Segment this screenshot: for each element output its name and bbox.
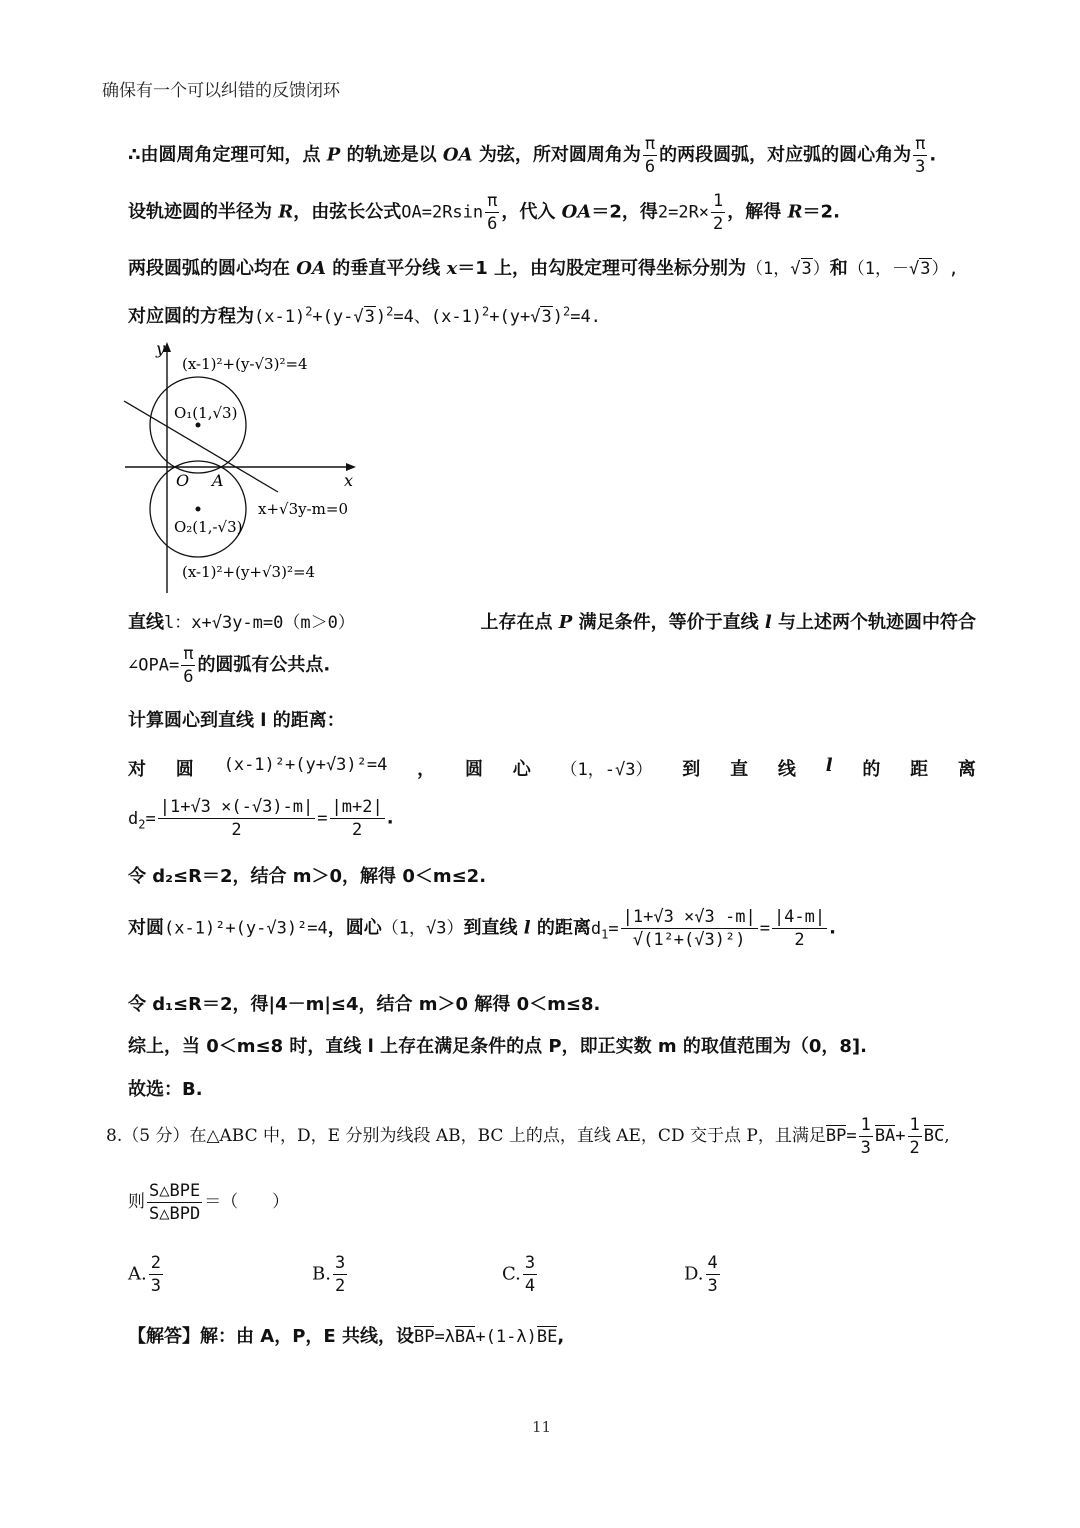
vector-bc: BC	[923, 1126, 945, 1146]
fraction-pi-6: $\frac{\pi}{6}$	[487, 191, 498, 234]
text: 为弦，所对圆周角为	[472, 144, 641, 166]
center-o1	[196, 423, 201, 428]
question-8-ratio: 则 $\frac{\text{S△BPE}}{\text{S△BPD}}$ ＝（ ）	[128, 1181, 290, 1224]
origin-label: O	[176, 471, 190, 490]
option-b[interactable]: B. $\frac{3}{2}$	[312, 1253, 346, 1296]
text: 的轨迹是以	[340, 144, 443, 166]
o2-label: O₂(1,-√3)	[174, 518, 243, 536]
paragraph-5: 直线l：x+√3y-m=0（m＞0） 上存在点 P 满足条件，等价于直线 l 与上述两个轨迹圆中符合	[128, 612, 976, 633]
option-c[interactable]: C. $\frac{3}{4}$	[502, 1253, 536, 1296]
center-o2	[196, 507, 201, 512]
fraction-pi-6: $\frac{\pi}{6}$	[644, 134, 656, 177]
fraction-1-2: $\frac{1}{2}$	[909, 1115, 920, 1158]
paragraph-1	[128, 133, 936, 178]
text: 的两段圆弧，对应弧的圆心角为	[659, 144, 912, 166]
text: ，代入	[501, 201, 562, 223]
text: ＝2.	[802, 201, 840, 223]
fraction-1-2: $\frac{1}{2}$	[713, 191, 724, 234]
var-r: R	[787, 201, 803, 223]
distance-fraction-2: $\frac{|m+2|}{2}$	[331, 797, 383, 840]
answer-line: 【解答】解：由 A，P，E 共线，设BP=λBA+(1-λ)BE,	[128, 1326, 565, 1347]
question-8: 8.（5 分）在△ABC 中，D，E 分别为线段 AB，BC 上的点，直线 AE，CD 交于点 P，且满足BP= $\frac{1}{3}$ BA+ $\frac{1}{2}$ BC,	[106, 1115, 950, 1158]
vector-ba: BA	[454, 1327, 476, 1347]
var-p: P	[326, 144, 341, 166]
paragraph-8: 对 圆 (x-1)²+(y+√3)²=4 ， 圆 心 （1，-√3） 到 直 线 l 的 距 离	[128, 755, 976, 780]
paragraph-11: 对圆(x-1)²+(y-√3)²=4，圆心（1，√3）到直线 l 的距离$d_1=$ $\frac{|1+√3 \times√3 -m|}{\text{√(1²+(√3)²)}}$ = $\frac{|4-m|}{2}$ .	[128, 907, 836, 950]
var-oa: OA	[442, 144, 473, 166]
text: ，解得	[727, 201, 788, 223]
distance-fraction-2: $\frac{|4-m|}{2}$	[773, 907, 826, 950]
o1-label: O₁(1,√3)	[174, 404, 238, 422]
y-label: y	[156, 339, 166, 358]
option-d[interactable]: D. $\frac{4}{3}$	[684, 1253, 718, 1296]
x-axis-arrow	[346, 463, 356, 471]
text: ＝2，得	[591, 201, 658, 223]
paragraph-2	[128, 190, 840, 235]
var-oa: OA	[561, 201, 592, 223]
point-a-label: A	[212, 471, 224, 490]
coord-2: （1，－√3）,	[847, 259, 959, 279]
paragraph-4: 对应圆的方程为$(x-1)^2+(y-√3)^2=4$、$(x-1)^2+(y+√3)^2=4$.	[128, 304, 601, 327]
text: ，由弦长公式	[293, 201, 402, 223]
fraction-pi-3: $\frac{\pi}{3}$	[915, 134, 926, 177]
vector-bp: BP	[413, 1327, 435, 1347]
formula: 2=2R×	[657, 202, 710, 223]
paragraph-10: 令 d₂≤R＝2，结合 m＞0，解得 0＜m≤2.	[128, 866, 487, 887]
fraction-1-3: $\frac{1}{3}$	[860, 1115, 871, 1158]
paragraph-6: ∠OPA= $\frac{\pi}{6}$ 的圆弧有公共点.	[128, 644, 331, 687]
coord-1: （1，√3）	[746, 259, 830, 279]
paragraph-14: 故选：B.	[128, 1079, 203, 1100]
vector-be: BE	[536, 1327, 558, 1347]
lower-circle-equation: (x-1)²+(y+√3)²=4	[182, 563, 316, 581]
distance-fraction-1: $\frac{|1+√3 \times(-√3)-m|}{2}$	[159, 797, 314, 840]
line-equation: x+√3y-m=0	[258, 500, 349, 518]
distance-fraction-1: $\frac{|1+√3 \times√3 -m|}{\text{√(1²+(√3)²)}}$	[622, 907, 756, 950]
var-r: R	[278, 201, 294, 223]
paragraph-3: 两段圆弧的圆心均在 OA 的垂直平分线 x＝1 上，由勾股定理可得坐标分别为（1，√3）和（1，－√3）,	[128, 258, 959, 279]
text: .	[929, 144, 937, 166]
text: 设轨迹圆的半径为	[128, 201, 279, 223]
text: ∴由圆周角定理可知，点	[128, 144, 327, 166]
paragraph-13: 综上，当 0＜m≤8 时，直线 l 上存在满足条件的点 P，即正实数 m 的取值范围为（0，8].	[128, 1036, 867, 1057]
page-header: 确保有一个可以纠错的反馈闭环	[102, 81, 340, 101]
page-number: 11	[532, 1418, 552, 1436]
circle-equation-2: $(x-1)^2+(y+√3)^2=4$.	[430, 304, 601, 327]
option-a[interactable]: A. $\frac{2}{3}$	[128, 1253, 161, 1296]
paragraph-7: 计算圆心到直线 l 的距离：	[128, 710, 345, 731]
vector-bp: BP	[825, 1126, 847, 1146]
fraction-pi-6: $\frac{\pi}{6}$	[183, 644, 194, 687]
vector-ba: BA	[874, 1126, 896, 1146]
x-label: x	[344, 471, 354, 490]
circle-equation-1: $(x-1)^2+(y-√3)^2=4$、	[254, 304, 431, 327]
paragraph-12: 令 d₁≤R＝2，得|4－m|≤4，结合 m＞0 解得 0＜m≤8.	[128, 994, 601, 1015]
upper-circle-equation: (x-1)²+(y-√3)²=4	[182, 355, 308, 373]
paragraph-9: $d_2=$ $\frac{|1+√3 \times(-√3)-m|}{2}$ = $\frac{|m+2|}{2}$ .	[128, 797, 394, 840]
coordinate-figure	[110, 338, 380, 598]
area-ratio-fraction: $\frac{\text{S△BPE}}{\text{S△BPD}}$	[149, 1181, 201, 1224]
formula: OA=2Rsin	[401, 202, 484, 223]
